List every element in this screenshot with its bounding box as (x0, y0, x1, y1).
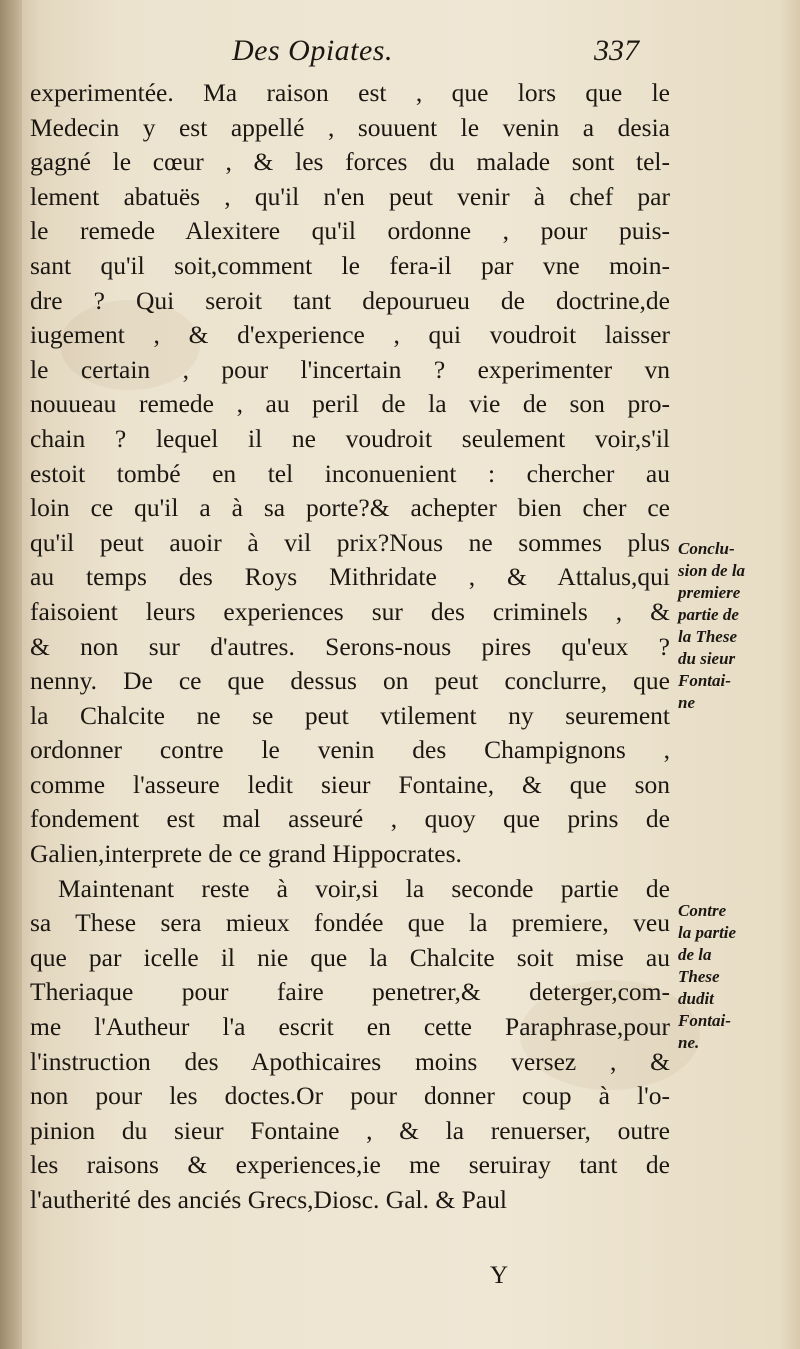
text-line: sant qu'il soit,comment le fera-il par vne moin- (30, 250, 670, 280)
margin-note-line: Conclu- (678, 539, 735, 558)
text-line: la Chalcite ne se peut vtilement ny seurement (30, 700, 670, 730)
text-line: Theriaque pour faire penetrer,& deterger,com- (30, 977, 670, 1007)
text-line: ordonner contre le venin des Champignons , (30, 735, 670, 765)
text-line: sa These sera mieux fondée que la premiere, veu (30, 908, 670, 938)
text-line: fondement est mal asseuré , quoy que prins de (30, 804, 670, 834)
running-head: Des Opiates. (232, 34, 393, 67)
margin-note-line: Contre (678, 901, 727, 920)
text-line: l'autherité des anciés Grecs,Diosc. Gal. & Paul (30, 1185, 507, 1214)
text-line: qu'il peut auoir à vil prix?Nous ne sommes plus (30, 527, 670, 557)
margin-note-line: sion de la (678, 561, 746, 580)
text-line: chain ? lequel il ne voudroit seulement voir,s'il (30, 423, 670, 453)
text-line: au temps des Roys Mithridate , & Attalus,qui (30, 562, 670, 592)
margin-note-line: Fontai- (678, 1011, 731, 1030)
text-line: les raisons & experiences,ie me seruiray tant de (30, 1150, 670, 1180)
margin-note-line: dudit (678, 989, 714, 1008)
body-text (30, 76, 670, 1218)
text-line: Medecin y est appellé , souuent le venin a desia (30, 112, 670, 142)
margin-note-line: la partie (678, 923, 737, 942)
text-line: Maintenant reste à voir,si la seconde partie de (58, 873, 670, 903)
text-line: que par icelle il nie que la Chalcite soit mise au (30, 942, 670, 972)
text-line: le remede Alexitere qu'il ordonne , pour puis- (30, 216, 670, 246)
margin-note-line: la These (678, 627, 738, 646)
text-line: me l'Autheur l'a escrit en cette Paraphrase,pour (30, 1012, 670, 1042)
margin-note-conclusion (678, 538, 796, 714)
text-line: experimentée. Ma raison est , que lors que le (30, 78, 670, 107)
margin-note-line: ne (678, 693, 695, 712)
text-line: non pour les doctes.Or pour donner coup à l'o- (30, 1081, 670, 1111)
text-line: loin ce qu'il a à sa porte?& achepter bien cher ce (30, 493, 670, 523)
page-header (0, 30, 800, 74)
margin-note-line: ne. (678, 1033, 700, 1052)
margin-note-line: de la (678, 945, 712, 964)
text-line: pinion du sieur Fontaine , & la renuerser, outre (30, 1115, 670, 1145)
text-line: estoit tombé en tel inconuenient : chercher au (30, 458, 670, 488)
text-line: faisoient leurs experiences sur des criminels , & (30, 596, 670, 626)
margin-note-line: These (678, 967, 720, 986)
text-line: dre ? Qui seroit tant depourueu de doctrine,de (30, 285, 670, 315)
margin-note-line: du sieur (678, 649, 736, 668)
page-gutter (0, 0, 22, 1349)
page-number: 337 (594, 34, 639, 67)
text-line: l'instruction des Apothicaires moins versez , & (30, 1046, 670, 1076)
margin-note-line: premiere (678, 583, 741, 602)
text-line: gagné le cœur , & les forces du malade sont tel- (30, 147, 670, 177)
catchword: Y (490, 1262, 509, 1289)
text-line: lement abatuës , qu'il n'en peut venir à chef par (30, 181, 670, 211)
margin-note-line: partie de (678, 605, 739, 624)
margin-note-contre (678, 900, 796, 1054)
text-line: le certain , pour l'incertain ? experimenter vn (30, 354, 670, 384)
text-line: comme l'asseure ledit sieur Fontaine, & que son (30, 769, 670, 799)
text-line: & non sur d'autres. Serons-nous pires qu'eux ? (30, 631, 670, 661)
text-line: Galien,interprete de ce grand Hippocrates. (30, 839, 462, 869)
text-line: nouueau remede , au peril de la vie de son pro- (30, 389, 670, 419)
margin-note-line: Fontai- (678, 671, 731, 690)
text-line: iugement , & d'experience , qui voudroit laisser (30, 320, 670, 350)
text-line: nenny. De ce que dessus on peut conclurre, que (30, 666, 670, 696)
